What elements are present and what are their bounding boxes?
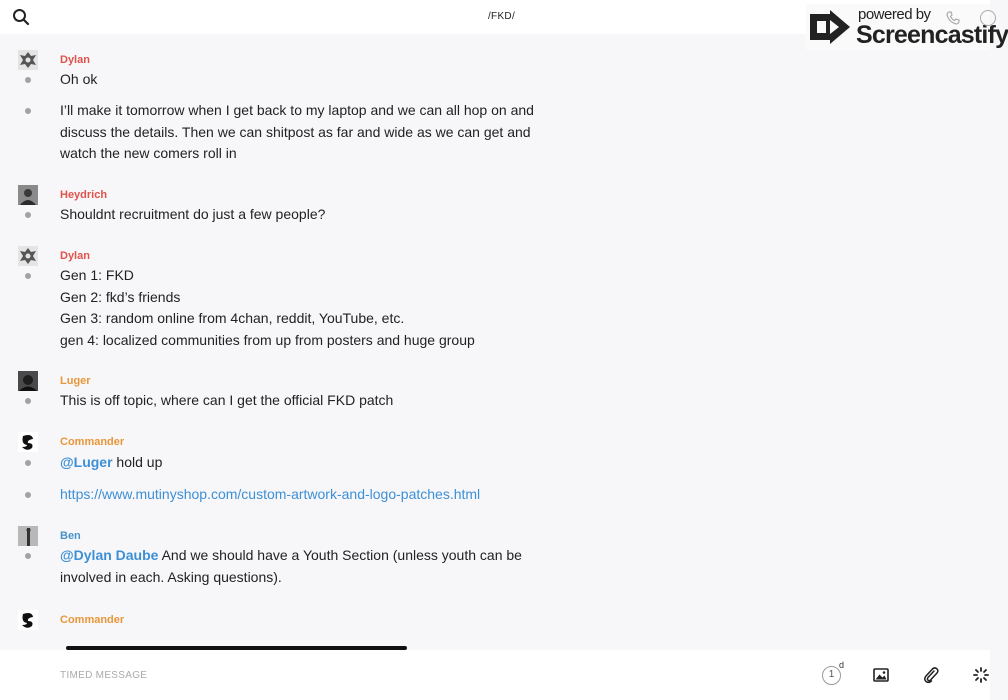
message-author[interactable]: Commander <box>60 614 125 626</box>
message-text <box>60 484 480 506</box>
message-text: Shouldnt recruitment do just a few people? <box>60 206 326 222</box>
attachment-icon[interactable] <box>922 666 940 684</box>
message-text: watch the new comers roll in <box>60 145 237 161</box>
message-bullet <box>25 212 31 218</box>
watermark-powered-by: powered by <box>858 6 931 23</box>
message-author[interactable]: Dylan <box>60 54 90 66</box>
avatar-heydrich[interactable] <box>18 185 38 205</box>
message-text: Gen 2: fkd’s friends <box>60 288 181 305</box>
channel-title: /FKD/ <box>487 11 516 22</box>
message-text: Gen 3: random online from 4chan, reddit, YouTube, etc. <box>60 310 405 326</box>
message-author[interactable]: Heydrich <box>60 189 108 201</box>
watermark-brand: Screencastify <box>856 21 1008 49</box>
message-author[interactable]: Ben <box>60 530 81 542</box>
message-link[interactable]: https://www.mutinyshop.com/custom-artwork-and-logo-patches.html <box>60 486 481 502</box>
message-author[interactable]: Dylan <box>60 250 90 262</box>
avatar-commander[interactable] <box>18 432 38 452</box>
avatar-commander[interactable] <box>18 610 38 630</box>
message-list[interactable] <box>0 34 990 650</box>
info-icon[interactable] <box>980 10 996 26</box>
message-text <box>60 545 522 567</box>
message-bullet <box>25 108 31 114</box>
message-timer-button[interactable] <box>822 660 845 686</box>
message-author[interactable]: Commander <box>60 436 125 448</box>
message-text <box>60 452 162 474</box>
message-bullet <box>25 273 31 279</box>
message-text-content: hold up <box>112 454 163 470</box>
user-mention[interactable]: @Luger <box>60 454 113 470</box>
avatar-dylan[interactable] <box>18 246 38 266</box>
image-icon[interactable] <box>872 666 890 684</box>
avatar-ben[interactable] <box>18 526 38 546</box>
message-text: involved in each. Asking questions). <box>60 568 282 585</box>
message-text: discuss the details. Then we can shitpost as far and wide as we can get and <box>60 123 531 140</box>
message-bullet <box>25 460 31 466</box>
message-bullet <box>25 492 31 498</box>
message-bullet <box>25 553 31 559</box>
timer-unit: d <box>839 660 845 670</box>
message-bullet <box>25 77 31 83</box>
avatar-dylan[interactable] <box>18 50 38 70</box>
timed-message-input[interactable] <box>60 665 760 685</box>
message-text: I’ll make it tomorrow when I get back to my laptop and we can all hop on and <box>60 102 534 118</box>
loading-spinner-icon[interactable] <box>972 666 990 684</box>
user-mention[interactable]: @Dylan Daube <box>60 547 159 563</box>
message-text-content: And we should have a Youth Section (unless youth can be <box>158 547 522 563</box>
timer-value: 1 <box>828 669 835 680</box>
message-text: Oh ok <box>60 71 98 87</box>
message-text: This is off topic, where can I get the official FKD patch <box>60 392 394 408</box>
phone-icon[interactable] <box>946 11 960 30</box>
composer-bar <box>0 650 990 700</box>
message-author[interactable]: Luger <box>60 375 91 387</box>
message-text: Gen 1: FKD <box>60 267 134 283</box>
message-text: gen 4: localized communities from up from posters and huge group <box>60 331 475 348</box>
message-bullet <box>25 398 31 404</box>
avatar-luger[interactable] <box>18 371 38 391</box>
